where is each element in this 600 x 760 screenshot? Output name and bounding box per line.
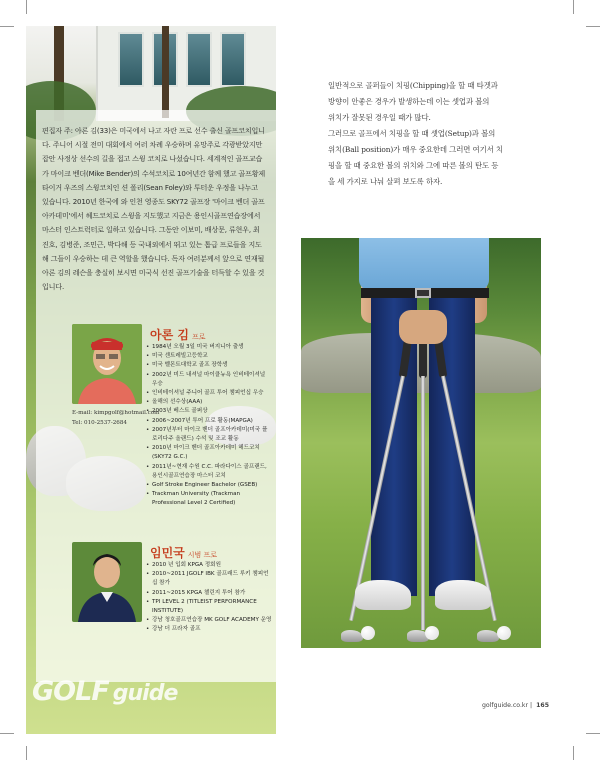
crop-mark — [26, 0, 27, 14]
contact-info — [72, 408, 159, 428]
profile-name-text: 아론 김 — [150, 328, 189, 342]
profile-name-im-min-guk — [150, 544, 217, 561]
golf-guide-logo — [32, 676, 177, 707]
golfer-hands — [399, 310, 447, 344]
career-item: • 미국 센트레빌고등학교 — [146, 352, 272, 361]
portrait-icon — [72, 324, 142, 404]
crop-mark — [0, 26, 14, 27]
profile-name-aaron-kim — [150, 326, 206, 343]
tel-text: Tel: 010-2537-2684 — [72, 420, 127, 426]
career-item: • 인비테이셔널 주니어 골프 투어 챔피언십 우승 — [146, 389, 272, 398]
page-footer — [482, 702, 549, 709]
golfer-shirt — [359, 238, 489, 290]
body-line: 위치가 잘못된 경우일 때가 많다. — [328, 113, 431, 122]
profile-title-text: 프로 — [191, 333, 206, 341]
career-item: • Golf Stroke Engineer Bachelor (GSEB) — [146, 481, 272, 490]
golf-ball — [361, 626, 375, 640]
email-text: E-mail: kimpgolf@hotmail.com — [72, 410, 160, 416]
crop-mark — [586, 733, 600, 734]
tree-trunk — [162, 26, 169, 118]
career-item: • 1984년 오월 3일 미국 버지니아 출생 — [146, 343, 272, 352]
career-item: • Trackman University (Trackman Professional Level 2 Certified) — [146, 490, 272, 508]
club-head — [341, 630, 363, 642]
crop-mark — [573, 0, 574, 14]
career-item: • 2010 년 입회 KPGA 정회원 — [146, 561, 272, 570]
career-item: • 2003년 베스트 골퍼상 — [146, 407, 272, 416]
body-line: 그러므로 골프에서 치핑을 할 때 셋업(Setup)과 볼의 — [328, 129, 496, 138]
career-item: • 2010년 마이크 벤더 골프아카데미 헤드코치(SKY72 G.C.) — [146, 444, 272, 462]
profile-photo-im-min-guk — [72, 542, 142, 622]
right-shoe — [435, 580, 491, 610]
body-line: 방향이 안좋은 경우가 발생하는데 이는 셋업과 볼의 — [328, 97, 490, 106]
career-item: • 강남 청호골프연습장 MK GOLF ACADEMY 운영 — [146, 616, 272, 625]
career-item: • 2011~2015 KPGA 챌린지 투어 참가 — [146, 589, 272, 598]
crop-mark — [586, 26, 600, 27]
golf-ball — [425, 626, 439, 640]
career-item: • 2002년 미드 내셔널 마이클뉴욕 인비테이셔널 우승 — [146, 371, 272, 389]
portrait-icon — [72, 542, 142, 622]
club-head — [477, 630, 499, 642]
window — [220, 32, 246, 87]
chipping-setup-photo — [301, 238, 541, 648]
body-line: 을 세 가지로 나눠 살펴 보도록 하자. — [328, 177, 443, 186]
profile-title-text: 시범 프로 — [187, 551, 218, 559]
profile-career-list — [146, 561, 272, 635]
footer-site: golfguide.co.kr — [482, 702, 529, 709]
logo-part2: guide — [112, 681, 178, 706]
page-number: 165 — [536, 702, 550, 709]
career-item: • 2010~2011 JGOLF IBK 골프래드 루키 챔피언십 참가 — [146, 570, 272, 588]
crop-mark — [0, 733, 14, 734]
profile-career-list — [146, 343, 272, 509]
career-item: • TPI LEVEL 2 (TITLEIST PERFORMANCE INSTITUTE) — [146, 598, 272, 616]
career-item: • 2006~2007년 투어 프로 활동(MAPGA) — [146, 417, 272, 426]
editor-note: 편집자 주: 아론 김(33)은 미국에서 나고 자란 프로 선수 출신 골프코치입니다. 주니어 시절 전미 대회에서 여러 차례 우승하며 유망주로 각광받았지만 잡안 사정상 선수의 길을 접고 스윙 코치로 나섰습니다. 세계적인 골프교습가 마이크 벤더(Mike Bender)의 수석코치로 10여년간 함께 했고 골프황제 타이거 우즈의 스윙코치인 션 폴리(Sean Foley)와 투터운 우정을 나누고 있습니다. 2010년 한국에 와 인천 영종도 SKY72 골프장 '마이크 벤더 골프아카데미'에서 헤드코치로 스윙을 지도했고 지금은 용인시골프연습장에서 마스터 인스트럭터로 일하고 있습니다. 그동안 이보미, 배상문, 류현우, 최진호, 김병준, 조민근, 박다해 등 국내외에서 뛰고 있는 톱급 프로들을 지도해 그들이 우승하는 데 큰 역할을 했습니다. 독자 여러분께서 앞으로 연재될 아론 김의 레슨을 충실히 보시면 미국식 선진 골프기술을 터득할 수 있을 것입니다. — [42, 126, 266, 292]
golf-ball — [497, 626, 511, 640]
career-item: • 강남 더 프라자 골프 — [146, 625, 272, 634]
career-item: • 2007년부터 마이크 벤더 골프아카데미(미국 플로리다주 올랜드) 수석 및 조교 활동 — [146, 426, 272, 444]
crop-mark — [573, 746, 574, 760]
logo-part1: GOLF — [32, 676, 109, 707]
window — [186, 32, 212, 87]
window — [118, 32, 144, 87]
belt-buckle — [415, 288, 431, 298]
profile-photo-aaron-kim — [72, 324, 142, 404]
left-shoe — [355, 580, 411, 610]
body-line: 핑을 할 때 중요한 볼의 위치와 그에 따른 볼의 탄도 등 — [328, 161, 499, 170]
article-body — [328, 78, 554, 190]
career-item: • 올해의 선수상(AAA) — [146, 398, 272, 407]
footer-separator: | — [530, 702, 533, 709]
career-item: • 미국 벨몬트대학교 골프 장학생 — [146, 361, 272, 370]
crop-mark — [26, 746, 27, 760]
body-line: 일반적으로 골퍼들이 치핑(Chipping)을 할 때 타겟과 — [328, 81, 498, 90]
profile-name-text: 임민국 — [150, 546, 185, 560]
club-shaft — [421, 376, 425, 630]
body-line: 위치(Ball position)가 매우 중요한데 그러면 여기서 치 — [328, 145, 503, 154]
career-item: • 2011년~현재 수원 C.C. 파라다이스 골프랜드, 용인시골프연습장 마스터 코치 — [146, 463, 272, 481]
